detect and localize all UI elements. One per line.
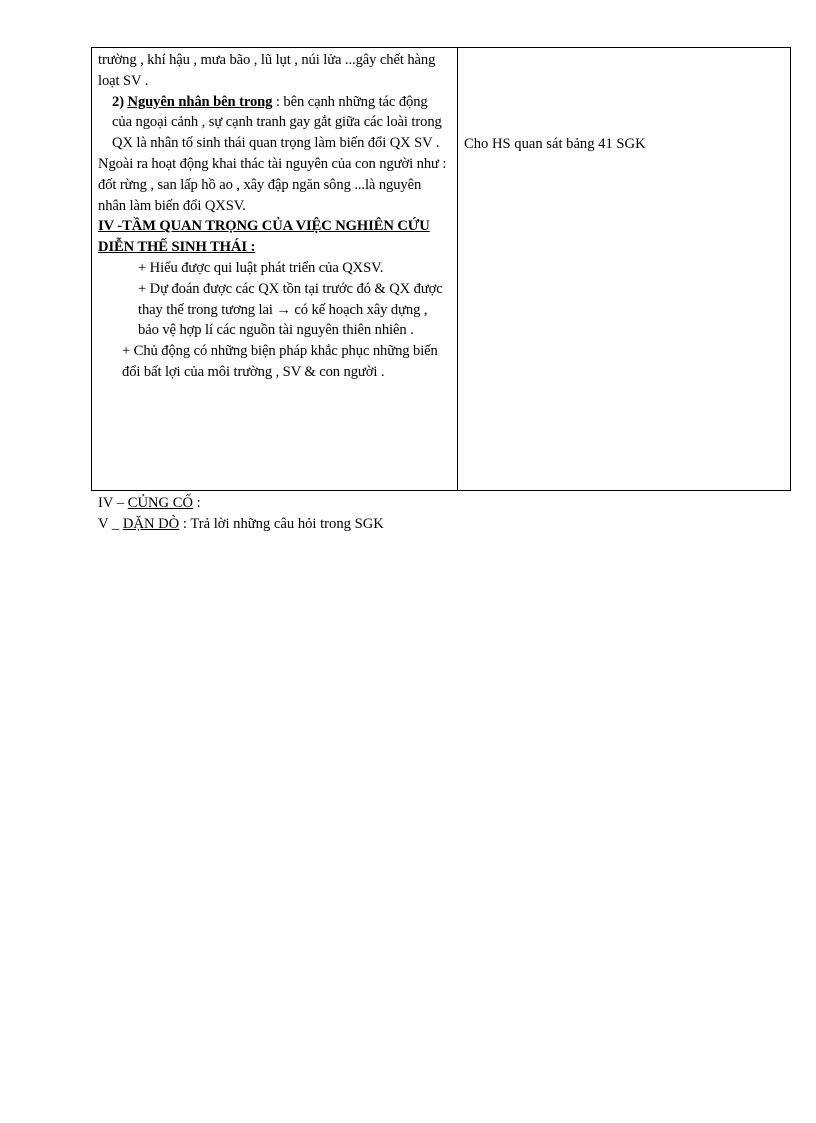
review-title: CỦNG CỐ xyxy=(127,495,194,511)
bullet-2-text-after: có kế hoạch xây dựng , bảo vệ hợp lí các nguồn tài nguyên thiên nhiên . xyxy=(138,301,428,339)
review-prefix: IV – xyxy=(98,495,128,511)
importance-bullet-3: + Chủ động có những biện pháp khắc phục những biến đổi bất lợi của môi trường , SV & con người . xyxy=(122,343,438,380)
bullet-2-text-before: + Dự đoán được các QX tồn tại trước đó & QX được thay thế trong tương lai xyxy=(138,280,443,318)
internal-cause-text: : bên cạnh những tác động của ngoại cảnh , sự cạnh tranh gay gắt giữa các loài trong QX là nhân tố sinh thái quan trọng làm biến đổi QX SV . xyxy=(112,93,442,152)
content-cell xyxy=(92,48,458,491)
table-row xyxy=(92,48,791,491)
human-activity-paragraph: Ngoài ra hoạt động khai thác tài nguyên của con người như : đốt rừng , san lấp hồ ao , xây đập ngăn sông ...là nguyên nhân làm biến đổi QXSV. xyxy=(98,155,447,214)
homework-text: : Trả lời những câu hỏi trong SGK xyxy=(179,515,384,532)
item-number: 2) xyxy=(112,93,124,110)
lesson-table xyxy=(91,47,791,491)
cause-continuation: trường , khí hậu , mưa bão , lũ lụt , núi lửa ...gây chết hàng loạt SV . xyxy=(98,52,436,89)
homework-title: DẶN DÒ xyxy=(122,515,180,532)
arrow-right-icon: → xyxy=(276,301,291,318)
section-iv-heading: IV -TẦM QUAN TRỌNG CỦA VIỆC NGHIÊN CỨU DIỄN THẾ SINH THÁI : xyxy=(98,218,430,256)
teacher-activity-cell xyxy=(458,48,791,491)
teacher-note: Cho HS quan sát bảng 41 SGK xyxy=(464,136,646,152)
homework-line xyxy=(98,514,384,535)
lesson-footer xyxy=(98,493,384,535)
internal-cause-paragraph xyxy=(98,92,451,154)
importance-bullet-1: + Hiểu được qui luật phát triển của QXSV. xyxy=(138,259,384,276)
importance-bullet-2 xyxy=(98,279,451,341)
homework-prefix: V _ xyxy=(98,515,123,532)
review-line xyxy=(98,493,384,514)
review-suffix: : xyxy=(193,495,201,511)
content-text xyxy=(92,48,457,383)
internal-cause-title: Nguyên nhân bên trong xyxy=(127,93,273,110)
